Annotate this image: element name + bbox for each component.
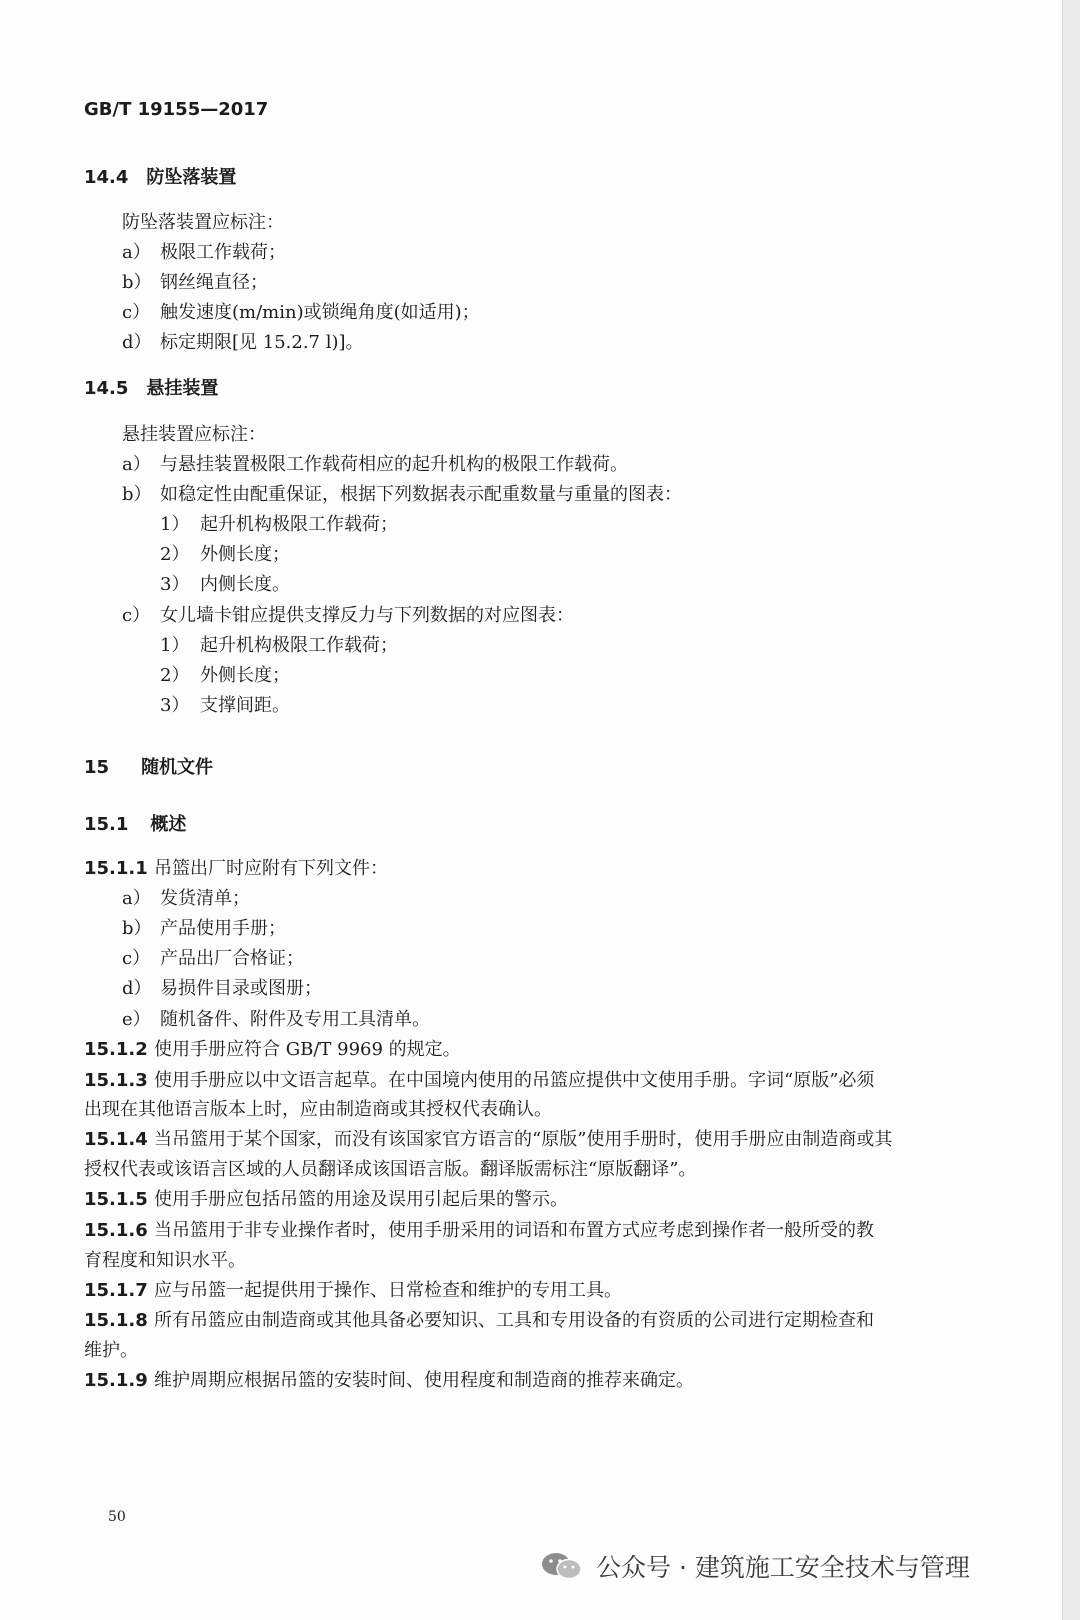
clause-number: 15.1.3 — [84, 1070, 148, 1091]
list-marker: b） — [122, 484, 152, 505]
chapter-number: 15 — [84, 757, 110, 778]
list-item-text: 支撑间距。 — [200, 695, 290, 716]
list-item-text: 钢丝绳直径； — [160, 272, 268, 293]
watermark — [540, 1548, 970, 1584]
section-number: 14.4 — [84, 167, 129, 188]
list-marker: e） — [122, 1009, 151, 1030]
clause-text-continued: 出现在其他语言版本上时，应由制造商或其授权代表确认。 — [84, 1099, 552, 1120]
list-marker: c） — [122, 302, 151, 323]
sub-list-item — [160, 633, 398, 659]
sub-list-item — [160, 542, 290, 568]
clause-15-1-8 — [84, 1308, 874, 1334]
list-item — [122, 603, 574, 629]
clause-text: 维护周期应根据吊篮的安装时间、使用程度和制造商的推荐来确定。 — [154, 1370, 694, 1391]
list-item — [122, 916, 286, 942]
wechat-icon — [540, 1551, 584, 1581]
list-marker: d） — [122, 332, 152, 353]
list-item-text: 发货清单； — [160, 888, 250, 909]
clause-number: 15.1.9 — [84, 1370, 148, 1391]
chapter-heading-15 — [84, 755, 213, 781]
chapter-title: 随机文件 — [141, 757, 214, 778]
watermark-text: 公众号 · 建筑施工安全技术与管理 — [596, 1553, 970, 1582]
sub-list-item — [160, 572, 290, 598]
list-marker: d） — [122, 978, 152, 999]
clause-15-1-1 — [84, 856, 388, 882]
clause-text-continued: 授权代表或该语言区域的人员翻译成该国语言版。翻译版需标注“原版翻译”。 — [84, 1159, 697, 1180]
list-item — [122, 482, 682, 508]
clause-text-continued: 维护。 — [84, 1340, 138, 1361]
list-item — [122, 946, 304, 972]
list-marker: b） — [122, 918, 152, 939]
clause-text: 当吊篮用于非专业操作者时，使用手册采用的词语和布置方式应考虑到操作者一般所受的教 — [154, 1220, 874, 1241]
list-marker: c） — [122, 605, 151, 626]
list-item-text: 起升机构极限工作载荷； — [200, 635, 398, 656]
list-item-text: 外侧长度； — [200, 665, 290, 686]
clause-15-1-9 — [84, 1368, 694, 1394]
list-item — [122, 330, 364, 356]
clause-15-1-4 — [84, 1127, 892, 1153]
clause-number: 15.1.1 — [84, 858, 148, 879]
clause-text: 吊篮出厂时应附有下列文件： — [154, 858, 388, 879]
section-number: 14.5 — [84, 378, 129, 399]
list-item-text: 极限工作载荷； — [160, 242, 286, 263]
clause-15-1-6 — [84, 1218, 874, 1244]
clause-15-1-5 — [84, 1187, 568, 1213]
list-item — [122, 240, 286, 266]
list-marker: c） — [122, 948, 151, 969]
list-item — [122, 452, 628, 478]
clause-number: 15.1.8 — [84, 1310, 148, 1331]
section-heading-15-1 — [84, 812, 186, 838]
document-id: GB/T 19155—2017 — [84, 99, 269, 120]
list-marker: a） — [122, 454, 151, 475]
list-item-text: 触发速度(m/min)或锁绳角度(如适用)； — [160, 302, 480, 323]
clause-15-1-3 — [84, 1068, 874, 1094]
clause-text: 当吊篮用于某个国家，而没有该国家官方语言的“原版”使用手册时，使用手册应由制造商或其 — [154, 1129, 893, 1150]
list-item-text: 内侧长度。 — [200, 574, 290, 595]
paragraph: 防坠落装置应标注： — [122, 212, 284, 233]
list-item-text: 产品出厂合格证； — [160, 948, 304, 969]
paragraph: 悬挂装置应标注： — [122, 424, 266, 445]
list-marker: 1） — [160, 514, 190, 535]
list-marker: a） — [122, 242, 151, 263]
list-item-text: 外侧长度； — [200, 544, 290, 565]
section-number: 15.1 — [84, 814, 129, 835]
list-item-text: 产品使用手册； — [160, 918, 286, 939]
clause-15-1-7 — [84, 1278, 622, 1304]
list-marker: b） — [122, 272, 152, 293]
clause-number: 15.1.4 — [84, 1129, 148, 1150]
section-heading-14-4 — [84, 165, 236, 191]
list-item-text: 易损件目录或图册； — [160, 978, 322, 999]
clause-text: 使用手册应包括吊篮的用途及误用引起后果的警示。 — [154, 1189, 568, 1210]
list-marker: 1） — [160, 635, 190, 656]
list-marker: 3） — [160, 695, 190, 716]
clause-number: 15.1.7 — [84, 1280, 148, 1301]
section-title: 概述 — [150, 814, 187, 835]
page-number: 50 — [108, 1509, 126, 1525]
clause-text: 使用手册应以中文语言起草。在中国境内使用的吊篮应提供中文使用手册。字词“原版”必须 — [154, 1070, 875, 1091]
clause-number: 15.1.6 — [84, 1220, 148, 1241]
clause-text: 使用手册应符合 GB/T 9969 的规定。 — [154, 1039, 461, 1060]
list-item-text: 随机备件、附件及专用工具清单。 — [160, 1009, 430, 1030]
list-item — [122, 886, 250, 912]
list-marker: 3） — [160, 574, 190, 595]
sub-list-item — [160, 693, 290, 719]
list-item-text: 与悬挂装置极限工作载荷相应的起升机构的极限工作载荷。 — [160, 454, 628, 475]
list-item-text: 起升机构极限工作载荷； — [200, 514, 398, 535]
sub-list-item — [160, 663, 290, 689]
clause-number: 15.1.5 — [84, 1189, 148, 1210]
section-heading-14-5 — [84, 376, 218, 402]
list-item-text: 如稳定性由配重保证，根据下列数据表示配重数量与重量的图表： — [160, 484, 682, 505]
section-title: 悬挂装置 — [146, 378, 219, 399]
clause-text: 应与吊篮一起提供用于操作、日常检查和维护的专用工具。 — [154, 1280, 622, 1301]
list-item — [122, 1007, 430, 1033]
list-item-text: 女儿墙卡钳应提供支撑反力与下列数据的对应图表： — [160, 605, 574, 626]
section-title: 防坠落装置 — [146, 167, 237, 188]
list-item — [122, 300, 480, 326]
list-item — [122, 270, 268, 296]
clause-15-1-2 — [84, 1037, 461, 1063]
list-marker: 2） — [160, 665, 190, 686]
sub-list-item — [160, 512, 398, 538]
clause-number: 15.1.2 — [84, 1039, 148, 1060]
list-item-text: 标定期限[见 15.2.7 l)]。 — [160, 332, 364, 353]
list-marker: a） — [122, 888, 151, 909]
clause-text: 所有吊篮应由制造商或其他具备必要知识、工具和专用设备的有资质的公司进行定期检查和 — [154, 1310, 874, 1331]
list-marker: 2） — [160, 544, 190, 565]
list-item — [122, 976, 322, 1002]
clause-text-continued: 育程度和知识水平。 — [84, 1250, 246, 1271]
